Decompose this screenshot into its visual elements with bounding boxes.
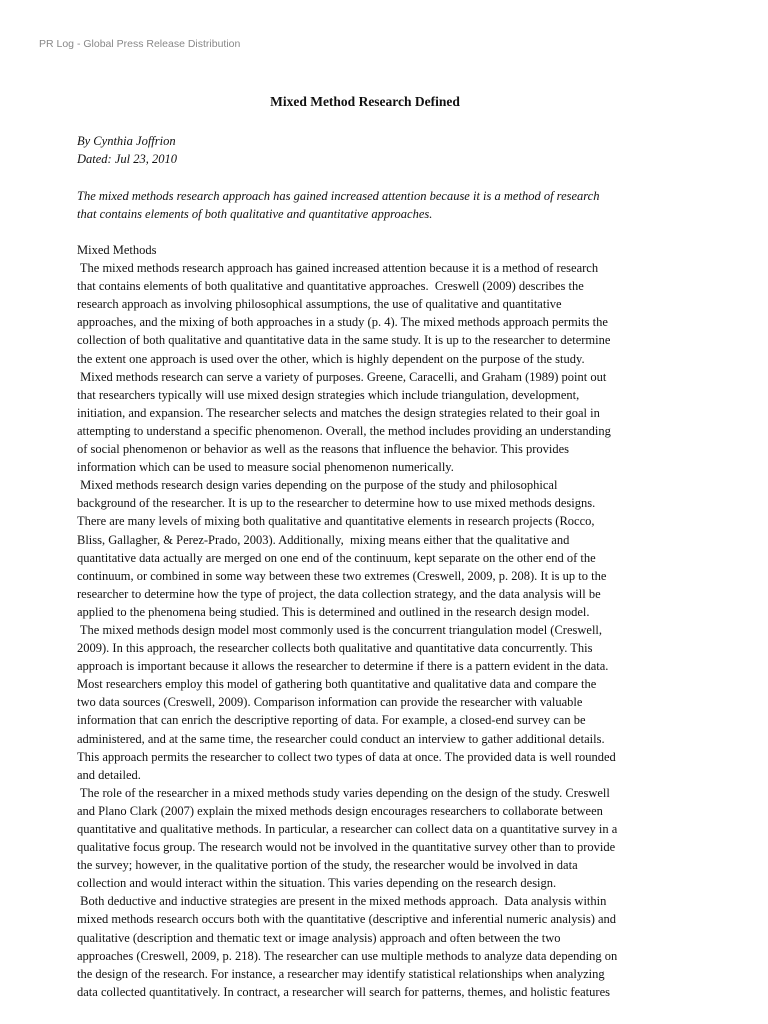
body-line: background of the researcher. It is up to the researcher to determine how to use mixed methods designs. [77, 496, 596, 511]
body-line: administered, and at the same time, the researcher could conduct an interview to gather additional details. [77, 731, 605, 746]
body-line: quantitative data actually are merged on one end of the continuum, kept separate on the other end of the [77, 550, 596, 565]
body-line: Most researchers employ this model of gathering both quantitative and qualitative data and compare the [77, 677, 597, 692]
body-line: and Plano Clark (2007) explain the mixed methods design encourages researchers to collaborate between [77, 803, 603, 818]
article-title: Mixed Method Research Defined [270, 94, 460, 109]
abstract-line: The mixed methods research approach has gained increased attention because it is a method of research [77, 189, 600, 203]
page-header-source: PR Log - Global Press Release Distribution [39, 38, 241, 50]
body-line: attempting to understand a specific phenomenon. Overall, the method includes providing an understanding [77, 423, 611, 438]
body-line: Bliss, Gallagher, & Perez-Prado, 2003). Additionally, mixing means either that the qualitative and [77, 532, 570, 547]
byline [77, 132, 177, 168]
author: By Cynthia Joffrion [77, 134, 176, 148]
body-line: the design of the research. For instance, a researcher may identify statistical relationships when analyzing [77, 966, 605, 981]
body-line: initiation, and expansion. The researcher selects and matches the design strategies related to their goal in [77, 405, 600, 420]
abstract-line: that contains elements of both qualitative and quantitative approaches. [77, 207, 433, 221]
article-body [77, 241, 707, 1001]
body-line: data collected quantitatively. In contract, a researcher will search for patterns, themes, and holistic features [77, 984, 610, 999]
body-line: information which can be used to measure social phenomenon numerically. [77, 460, 454, 475]
abstract [77, 187, 697, 223]
body-line: The role of the researcher in a mixed methods study varies depending on the design of the study. Creswell [77, 785, 610, 800]
body-line: approaches (Creswell, 2009, p. 218). The researcher can use multiple methods to analyze data depending on [77, 948, 618, 963]
body-line: Both deductive and inductive strategies are present in the mixed methods approach. Data analysis within [77, 894, 607, 909]
body-line: of social phenomenon or behavior as well as the reasons that influence the behavior. This provides [77, 442, 569, 457]
body-line: This approach permits the researcher to collect two types of data at once. The provided data is well rounded [77, 749, 616, 764]
body-line: the survey; however, in the qualitative portion of the study, the researcher would be involved in data [77, 858, 578, 873]
date: Dated: Jul 23, 2010 [77, 152, 177, 166]
body-line: There are many levels of mixing both qualitative and quantitative elements in research projects (Rocco, [77, 514, 595, 529]
body-heading: Mixed Methods [77, 243, 157, 257]
body-line: quantitative and qualitative methods. In particular, a researcher can collect data on a quantitative survey in a [77, 822, 618, 836]
body-line: that researchers typically will use mixed design strategies which include triangulation, development, [77, 387, 580, 402]
body-line: collection of both qualitative and quantitative data in the same study. It is up to the researcher to determine [77, 333, 611, 348]
body-line: 2009). In this approach, the researcher collects both qualitative and quantitative data concurrently. This [77, 641, 593, 656]
body-line: mixed methods research occurs both with the quantitative (descriptive and inferential numeric analysis) and [77, 912, 617, 927]
body-line: information that can enrich the descriptive reporting of data. For example, a closed-end survey can be [77, 713, 586, 728]
body-line: Mixed methods research can serve a variety of purposes. Greene, Caracelli, and Graham (1989) point out [77, 369, 607, 384]
body-line: qualitative (description and thematic text or image analysis) approach and often between the two [77, 930, 561, 945]
body-line: The mixed methods design model most commonly used is the concurrent triangulation model (Creswell, [77, 622, 603, 637]
body-line: approaches, and the mixing of both approaches in a study (p. 4). The mixed methods approach permits the [77, 315, 608, 330]
body-line: and detailed. [77, 767, 141, 782]
body-line: Mixed methods research design varies depending on the purpose of the study and philosophical [77, 478, 558, 493]
body-line: two data sources (Creswell, 2009). Comparison information can provide the researcher with valuable [77, 695, 583, 710]
body-line: the extent one approach is used over the other, which is highly dependent on the purpose of the study. [77, 351, 585, 366]
body-line: research approach as involving philosophical assumptions, the use of qualitative and quantitative [77, 297, 562, 312]
body-line: collection and would interact within the situation. This varies depending on the research design. [77, 876, 557, 891]
body-line: approach is important because it allows the researcher to determine if there is a pattern evident in the data. [77, 659, 609, 674]
body-line: researcher to determine how the type of project, the data collection strategy, and the data analysis will be [77, 586, 601, 601]
body-line: qualitative focus group. The research would not be involved in the quantitative survey other than to provide [77, 840, 616, 855]
body-line: continuum, or combined in some way between these two extremes (Creswell, 2009, p. 208). It is up to the [77, 568, 607, 583]
body-line: that contains elements of both qualitative and quantitative approaches. Creswell (2009) describes the [77, 279, 584, 294]
body-line: The mixed methods research approach has gained increased attention because it is a method of research [77, 261, 599, 276]
body-line: applied to the phenomena being studied. This is determined and outlined in the research design model. [77, 604, 590, 619]
